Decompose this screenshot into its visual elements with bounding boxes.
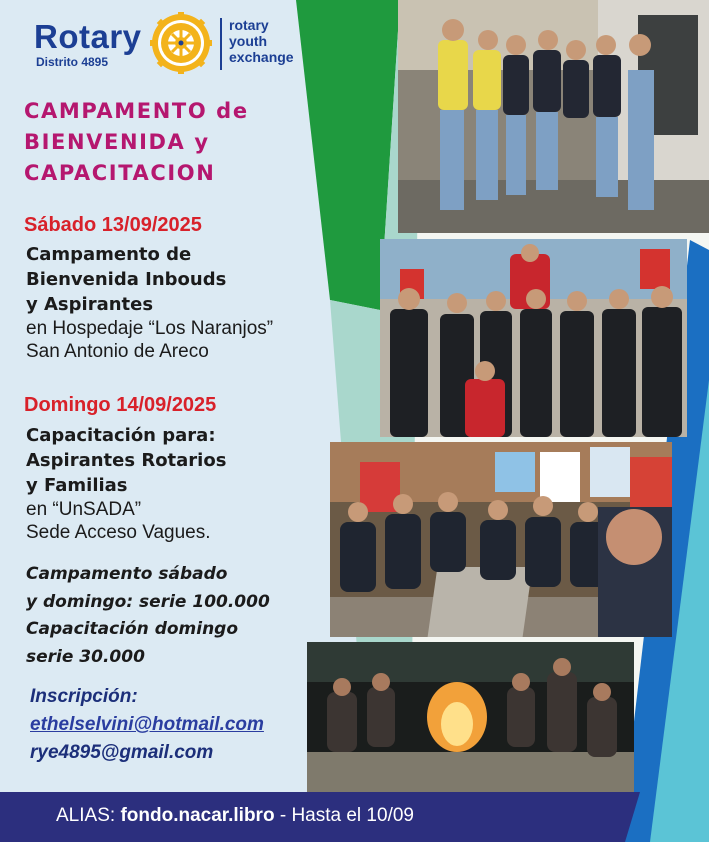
district-label: Distrito 4895 <box>36 55 109 69</box>
event2-venue-line: en “UnSADA” <box>26 499 142 520</box>
event2-details <box>26 423 226 544</box>
price-line: serie 30.000 <box>26 646 145 667</box>
photo-group-flags <box>330 442 672 637</box>
event2-title-line: y Familias <box>26 475 128 496</box>
title-line: CAMPAMENTO de <box>24 99 249 123</box>
alias-label: ALIAS: <box>56 805 116 826</box>
deadline-text: - Hasta el 10/09 <box>279 805 414 826</box>
rotary-wheel-icon <box>150 12 212 74</box>
event2-venue-line: Sede Acceso Vagues. <box>26 522 211 543</box>
photo-campfire <box>307 642 634 792</box>
footer-text <box>56 805 414 827</box>
title-line: BIENVENIDA y <box>24 130 210 154</box>
program-line-2: youth <box>229 33 268 49</box>
rotary-logo <box>30 12 310 74</box>
event1-venue-line: San Antonio de Areco <box>26 341 209 362</box>
program-line-3: exchange <box>229 49 294 65</box>
logo-divider <box>220 18 222 70</box>
title-line: CAPACITACION <box>24 161 216 185</box>
price-line: Capacitación domingo <box>26 619 239 639</box>
event1-date: Sábado 13/09/2025 <box>24 214 202 236</box>
event1-title-line: y Aspirantes <box>26 294 154 315</box>
photo-group-vests <box>380 239 687 437</box>
event2-date: Domingo 14/09/2025 <box>24 394 217 416</box>
photo-group-station <box>398 0 709 233</box>
event1-title-line: Campamento de <box>26 244 192 265</box>
event2-title-line: Capacitación para: <box>26 425 216 446</box>
price-line: Campamento sábado <box>26 564 228 584</box>
registration-email-link[interactable]: ethelselvini@hotmail.com <box>30 714 264 735</box>
brand-name: Rotary <box>34 18 142 55</box>
program-line-1: rotary <box>229 17 269 33</box>
event1-title-line: Bienvenida Inbouds <box>26 269 227 290</box>
price-line: y domingo: serie 100.000 <box>26 591 270 612</box>
main-title <box>24 96 324 189</box>
event2-title-line: Aspirantes Rotarios <box>26 450 227 471</box>
registration-email-secondary: rye4895@gmail.com <box>30 742 214 763</box>
event1-details <box>26 242 273 363</box>
registration-label: Inscripción: <box>30 686 138 707</box>
price-info <box>26 561 270 671</box>
alias-value: fondo.nacar.libro <box>120 805 275 826</box>
event1-venue-line: en Hospedaje “Los Naranjos” <box>26 318 274 339</box>
